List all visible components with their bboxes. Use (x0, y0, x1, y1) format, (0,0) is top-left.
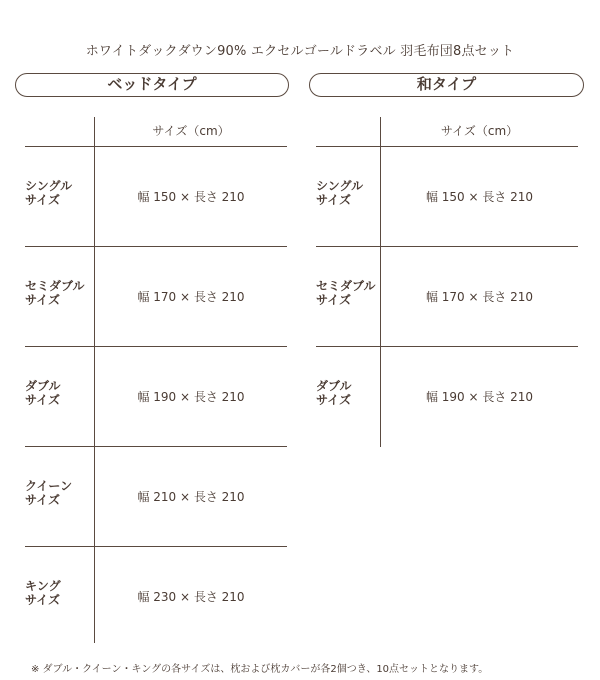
size-value: 幅 190 × 長さ 210 (137, 390, 245, 404)
page-title: ホワイトダックダウン90% エクセルゴールドラベル 羽毛布団8点セット (85, 44, 515, 59)
table-row (316, 346, 578, 446)
table-row (25, 246, 287, 346)
table-row (316, 246, 578, 346)
size-value: 幅 150 × 長さ 210 (137, 190, 245, 204)
size-column-header: サイズ（cm） (440, 124, 519, 138)
bed-type-label: ベッドタイプ (15, 73, 289, 97)
footnote: ※ ダブル・クイーン・キングの各サイズは、枕および枕カバーが各2個つき、10点セットとなります。 (31, 664, 489, 675)
table-row (316, 146, 578, 246)
japanese-type-label: 和タイプ (309, 73, 584, 97)
size-value: 幅 190 × 長さ 210 (425, 390, 534, 404)
table-row (25, 446, 287, 546)
size-value: 幅 210 × 長さ 210 (137, 490, 245, 504)
size-name: キング サイズ (25, 579, 61, 607)
size-value: 幅 170 × 長さ 210 (425, 290, 534, 304)
size-name: セミダブル サイズ (25, 279, 85, 307)
size-value: 幅 170 × 長さ 210 (137, 290, 245, 304)
table-row (25, 546, 287, 646)
size-name: セミダブル サイズ (316, 279, 376, 307)
size-name: クイーン サイズ (25, 479, 73, 507)
japanese-size-table (316, 117, 578, 447)
size-value: 幅 230 × 長さ 210 (137, 590, 245, 604)
size-column-header: サイズ（cm） (152, 124, 230, 138)
bed-size-table (25, 117, 287, 643)
size-name: シングル サイズ (25, 179, 73, 207)
size-name: ダブル サイズ (25, 379, 61, 407)
size-name: ダブル サイズ (316, 379, 352, 407)
size-name: シングル サイズ (316, 179, 364, 207)
table-row (25, 146, 287, 246)
table-row (25, 346, 287, 446)
size-value: 幅 150 × 長さ 210 (425, 190, 534, 204)
